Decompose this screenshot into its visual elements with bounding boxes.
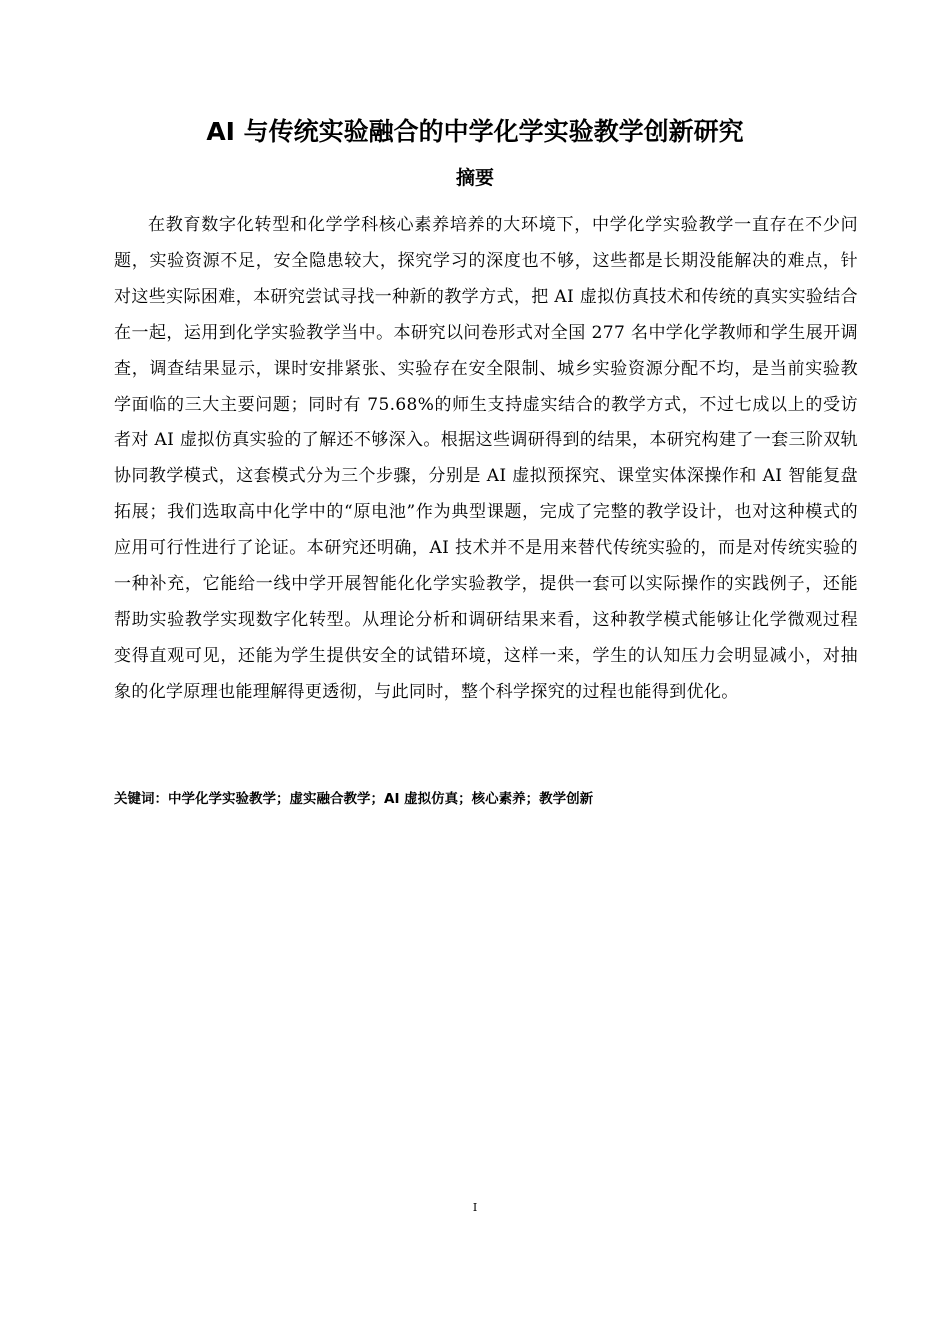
- abstract-heading: 摘要: [455, 167, 494, 189]
- abstract-body: 在教育数字化转型和化学学科核心素养培养的大环境下，中学化学实验教学一直存在不少问题，实验资源不足，安全隐患较大，探究学习的深度也不够，这些都是长期没能解决的难点，针对这些实际困难，本研究尝试寻找一种新的教学方式，把 AI 虚拟仿真技术和传统的真实实验结合在一起，运用到化学实验教学当中。本研究以问卷形式对全国 277 名中学化学教师和学生展开调查，调查结果显示，课时安排紧张、实验存在安全限制、城乡实验资源分配不均，是当前实验教学面临的三大主要问题；同时有 75.68%的师生支持虚实结合的教学方式，不过七成以上的受访者对 AI 虚拟仿真实验的了解还不够深入。根据这些调研得到的结果，本研究构建了一套三阶双轨协同教学模式，这套模式分为三个步骤，分别是 AI 虚拟预探究、课堂实体深操作和 AI 智能复盘拓展；我们选取高中化学中的“原电池”作为典型课题，完成了完整的教学设计，也对这种模式的应用可行性进行了论证。本研究还明确，AI 技术并不是用来替代传统实验的，而是对传统实验的一种补充，它能给一线中学开展智能化化学实验教学，提供一套可以实际操作的实践例子，还能帮助实验教学实现数字化转型。从理论分析和调研结果来看，这种教学模式能够让化学微观过程变得直观可见，还能为学生提供安全的试错环境，这样一来，学生的认知压力会明显减小，对抽象的化学原理也能理解得更透彻，与此同时，整个科学探究的过程也能得到优化。: [114, 215, 858, 702]
- paper-title: AI 与传统实验融合的中学化学实验教学创新研究: [206, 117, 744, 146]
- page-number: I: [472, 1201, 478, 1214]
- keywords-line: 关键词：中学化学实验教学；虚实融合教学；AI 虚拟仿真；核心素养；教学创新: [114, 791, 594, 807]
